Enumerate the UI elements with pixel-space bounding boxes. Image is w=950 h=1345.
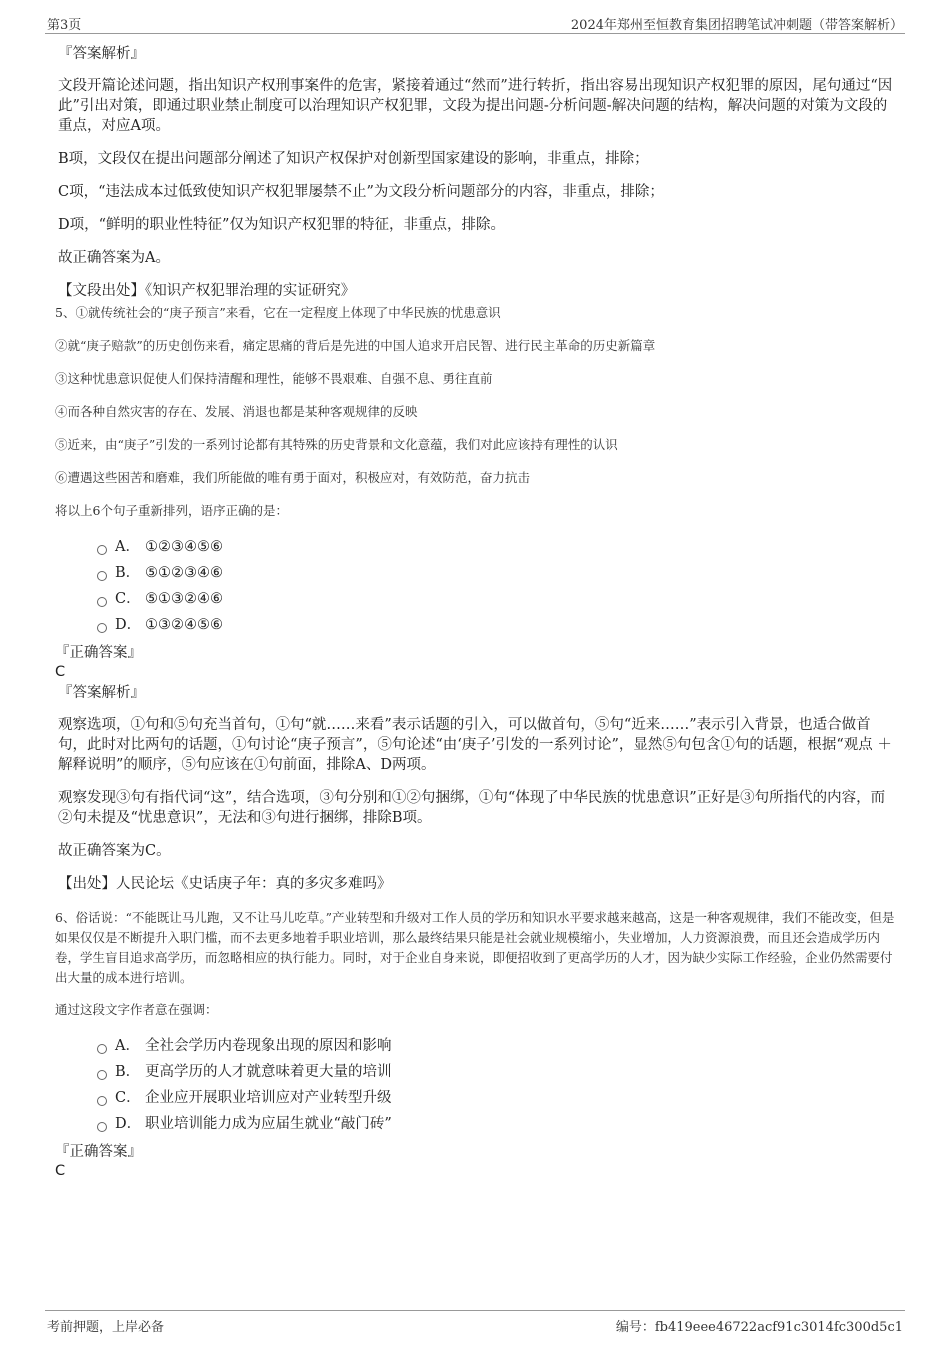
question-5-stem: 5、①就传统社会的“庚子预言”来看，它在一定程度上体现了中华民族的忧患意识 bbox=[55, 305, 501, 320]
option-text: 更高学历的人才就意味着更大量的培训 bbox=[145, 1064, 392, 1080]
page-content bbox=[55, 44, 895, 1181]
option-letter: C． bbox=[115, 1090, 141, 1106]
footer-slogan: 考前押题，上岸必备 bbox=[47, 1320, 165, 1335]
option-text: ①③②④⑤⑥ bbox=[145, 617, 223, 633]
page-footer bbox=[45, 1310, 905, 1336]
page-header bbox=[45, 12, 905, 34]
option-letter: C． bbox=[115, 591, 141, 607]
question-prompt: 将以上6个句子重新排列，语序正确的是： bbox=[55, 503, 288, 518]
radio-button[interactable] bbox=[97, 1096, 107, 1106]
radio-button[interactable] bbox=[97, 1070, 107, 1080]
option-c[interactable] bbox=[97, 1085, 895, 1111]
option-letter: B． bbox=[115, 565, 141, 581]
q5-options bbox=[97, 534, 895, 638]
radio-button[interactable] bbox=[97, 597, 107, 607]
analysis-label: 『答案解析』 bbox=[58, 685, 145, 701]
sentence-item: ⑥遭遇这些困苦和磨难，我们所能做的唯有勇于面对，积极应对，有效防范，奋力抗击 bbox=[55, 470, 531, 485]
analysis-label: 『答案解析』 bbox=[58, 46, 145, 62]
option-d[interactable] bbox=[97, 612, 895, 638]
correct-answer-label: 『正确答案』 bbox=[55, 1144, 142, 1160]
option-letter: D． bbox=[115, 617, 142, 633]
q6-options bbox=[97, 1033, 895, 1137]
option-a[interactable] bbox=[97, 534, 895, 560]
analysis-paragraph: 观察选项，①句和⑤句充当首句，①句“就……来看”表示话题的引入，可以做首句，⑤句“近来……”表示引入背景，也适合做首句，此时对比两句的话题，①句讨论“庚子预言”，⑤句论述“由‘庚子’引发的一系列讨论”，显然⑤句包含①句的话题，根据“观点 ＋ 解释说明”的顺序，⑤句应该在①句前面，排除A、D两项。 bbox=[58, 717, 892, 773]
conclusion: 故正确答案为C。 bbox=[58, 843, 171, 859]
analysis-paragraph: D项，“鲜明的职业性特征”仅为知识产权犯罪的特征，非重点，排除。 bbox=[58, 217, 505, 233]
analysis-paragraph: 观察发现③句有指代词“这”，结合选项，③句分别和①②句捆绑，①句“体现了中华民族的忧患意识”正好是③句所指代的内容，而②句未提及“忧患意识”，无法和③句进行捆绑，排除B项。 bbox=[58, 790, 886, 826]
option-b[interactable] bbox=[97, 1059, 895, 1085]
document-id: 编号：fb419eee46722acf91c3014fc300d5c1 bbox=[615, 1320, 903, 1335]
document-title: 2024年郑州至恒教育集团招聘笔试冲刺题（带答案解析） bbox=[570, 18, 903, 33]
correct-answer: C bbox=[55, 664, 66, 680]
option-text: ⑤①③②④⑥ bbox=[145, 591, 223, 607]
option-b[interactable] bbox=[97, 560, 895, 586]
question-prompt: 通过这段文字作者意在强调： bbox=[55, 1002, 218, 1017]
option-text: 企业应开展职业培训应对产业转型升级 bbox=[145, 1090, 392, 1106]
option-c[interactable] bbox=[97, 586, 895, 612]
analysis-paragraph: C项，“违法成本过低致使知识产权犯罪屡禁不止”为文段分析问题部分的内容，非重点，排除； bbox=[58, 184, 664, 200]
page-number: 第3页 bbox=[47, 18, 82, 33]
option-d[interactable] bbox=[97, 1111, 895, 1137]
option-text: ⑤①②③④⑥ bbox=[145, 565, 223, 581]
option-a[interactable] bbox=[97, 1033, 895, 1059]
sentence-item: ②就“庚子赔款”的历史创伤来看，痛定思痛的背后是先进的中国人追求开启民智、进行民主革命的历史新篇章 bbox=[55, 338, 656, 353]
option-letter: B． bbox=[115, 1064, 141, 1080]
analysis-paragraph: 文段开篇论述问题，指出知识产权刑事案件的危害，紧接着通过“然而”进行转折，指出容易出现知识产权犯罪的原因，尾句通过“因此”引出对策，即通过职业禁止制度可以治理知识产权犯罪，文段为提出问题-分析问题-解决问题的结构，解决问题的对策为文段的重点，对应A项。 bbox=[58, 78, 893, 134]
correct-answer: C bbox=[55, 1163, 66, 1179]
correct-answer-label: 『正确答案』 bbox=[55, 645, 142, 661]
source-citation: 【文段出处】《知识产权犯罪治理的实证研究》 bbox=[58, 283, 356, 299]
option-letter: D． bbox=[115, 1116, 142, 1132]
option-letter: A． bbox=[115, 539, 140, 555]
radio-button[interactable] bbox=[97, 623, 107, 633]
source-citation: 【出处】人民论坛《史话庚子年：真的多灾多难吗》 bbox=[58, 876, 392, 892]
radio-button[interactable] bbox=[97, 1044, 107, 1054]
sentence-item: ④而各种自然灾害的存在、发展、消退也都是某种客观规律的反映 bbox=[55, 404, 418, 419]
conclusion: 故正确答案为A。 bbox=[58, 250, 170, 266]
sentence-item: ⑤近来，由“庚子”引发的一系列讨论都有其特殊的历史背景和文化意蕴，我们对此应该持有理性的认识 bbox=[55, 437, 618, 452]
option-text: 全社会学历内卷现象出现的原因和影响 bbox=[145, 1038, 392, 1054]
radio-button[interactable] bbox=[97, 571, 107, 581]
option-letter: A． bbox=[115, 1038, 140, 1054]
radio-button[interactable] bbox=[97, 545, 107, 555]
sentence-item: ③这种忧患意识促使人们保持清醒和理性，能够不畏艰难、自强不息、勇往直前 bbox=[55, 371, 493, 386]
option-text: ①②③④⑤⑥ bbox=[145, 539, 223, 555]
question-6-stem: 6、俗话说：“不能既让马儿跑，又不让马儿吃草。”产业转型和升级对工作人员的学历和知识水平要求越来越高，这是一种客观规律，我们不能改变，但是如果仅仅是不断提升入职门槛，而不去更多地着手职业培训，那么最终结果只能是社会就业规模缩小，失业增加，人力资源浪费，而且还会造成学历内卷，学生盲目追求高学历，而忽略相应的执行能力。同时，对于企业自身来说，即便招收到了更高学历的人才，因为缺少实际工作经验，企业仍然需要付出大量的成本进行培训。 bbox=[55, 910, 895, 985]
radio-button[interactable] bbox=[97, 1122, 107, 1132]
analysis-paragraph: B项，文段仅在提出问题部分阐述了知识产权保护对创新型国家建设的影响，非重点，排除； bbox=[58, 151, 649, 167]
option-text: 职业培训能力成为应届生就业“敲门砖” bbox=[145, 1116, 392, 1132]
